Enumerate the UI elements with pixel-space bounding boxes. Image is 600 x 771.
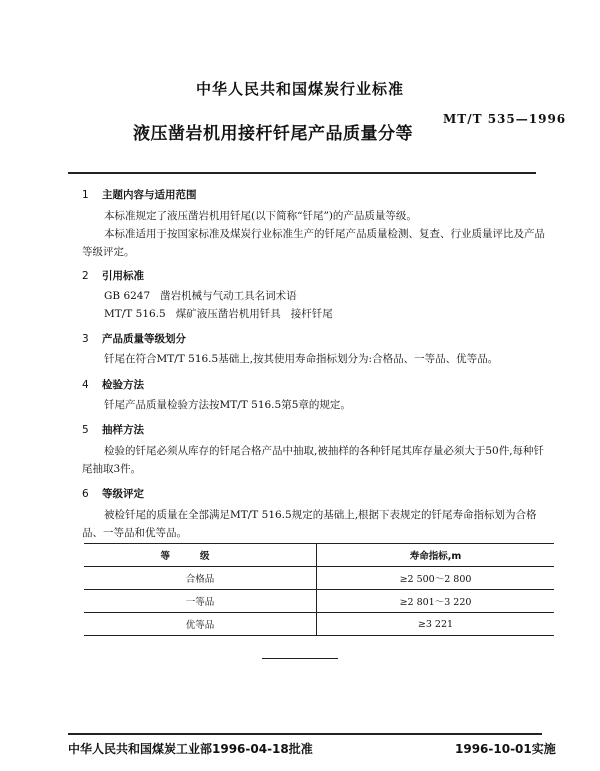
reference-gb6247: GB 6247 凿岩机械与气动工具名词术语 xyxy=(104,290,297,302)
column-header-grade: 等级 xyxy=(84,544,317,567)
section-4-title: 检验方法 xyxy=(102,379,144,391)
section-5-title: 抽样方法 xyxy=(102,424,144,436)
table-row xyxy=(84,590,554,613)
section-4-number: 4 xyxy=(82,379,89,391)
implementation-date: 1996-10-01实施 xyxy=(455,742,556,756)
section-3-title: 产品质量等级划分 xyxy=(102,333,186,345)
section-1-para-2: 本标准适用于按国家标准及煤炭行业标准生产的钎尾产品质量检测、复查、行业质量评比及产品等级评定。 xyxy=(82,228,545,258)
life-cell: ≥2 801～3 220 xyxy=(317,590,555,613)
section-2-heading xyxy=(82,268,144,283)
life-cell: ≥3 221 xyxy=(317,613,555,636)
section-2-title: 引用标准 xyxy=(102,270,144,282)
approval-statement: 中华人民共和国煤炭工业部1996-04-18批准 xyxy=(68,742,313,756)
grade-cell: 优等品 xyxy=(84,613,317,636)
table-row xyxy=(84,567,554,590)
reference-mt516: MT/T 516.5 煤矿液压凿岩机用钎具 接杆钎尾 xyxy=(104,308,333,320)
section-5-para-1: 检验的钎尾必须从库存的钎尾合格产品中抽取,被抽样的各种钎尾其库存量必须大于50件,每种钎尾抽取3件。 xyxy=(82,445,545,475)
section-1-heading xyxy=(82,187,197,202)
section-2-number: 2 xyxy=(82,270,89,282)
column-header-life: 寿命指标,m xyxy=(317,544,555,567)
section-1-number: 1 xyxy=(82,189,89,201)
section-6-title: 等级评定 xyxy=(102,488,144,500)
header-divider xyxy=(68,172,536,174)
section-6-number: 6 xyxy=(82,488,89,500)
footer-divider xyxy=(68,733,542,735)
section-4-para-1: 钎尾产品质量检验方法按MT/T 516.5第5章的规定。 xyxy=(104,399,351,411)
grade-cell: 一等品 xyxy=(84,590,317,613)
section-4-heading xyxy=(82,377,144,392)
table-row xyxy=(84,613,554,636)
grade-cell: 合格品 xyxy=(84,567,317,590)
grade-table xyxy=(84,543,554,636)
end-of-text-rule xyxy=(262,658,338,659)
section-1-title: 主题内容与适用范围 xyxy=(102,189,197,201)
section-3-para-1: 钎尾在符合MT/T 516.5基础上,按其使用寿命指标划分为:合格品、一等品、优等品。 xyxy=(104,353,499,365)
section-6-heading xyxy=(82,486,144,501)
section-5-number: 5 xyxy=(82,424,89,436)
section-3-heading xyxy=(82,331,186,346)
grade-table-header xyxy=(84,544,554,567)
life-cell: ≥2 500～2 800 xyxy=(317,567,555,590)
section-1-para-1: 本标准规定了液压凿岩机用钎尾(以下简称“钎尾”)的产品质量等级。 xyxy=(104,210,417,222)
document-title: 液压凿岩机用接杆钎尾产品质量分等 xyxy=(133,124,413,144)
issuer-title: 中华人民共和国煤炭行业标准 xyxy=(195,80,404,98)
standard-number: MT/T 535—1996 xyxy=(443,112,567,126)
section-3-number: 3 xyxy=(82,333,89,345)
section-6-para-1: 被检钎尾的质量在全部满足MT/T 516.5规定的基础上,根据下表规定的钎尾寿命指标划为合格品、一等品和优等品。 xyxy=(82,509,537,539)
section-5-heading xyxy=(82,422,144,437)
